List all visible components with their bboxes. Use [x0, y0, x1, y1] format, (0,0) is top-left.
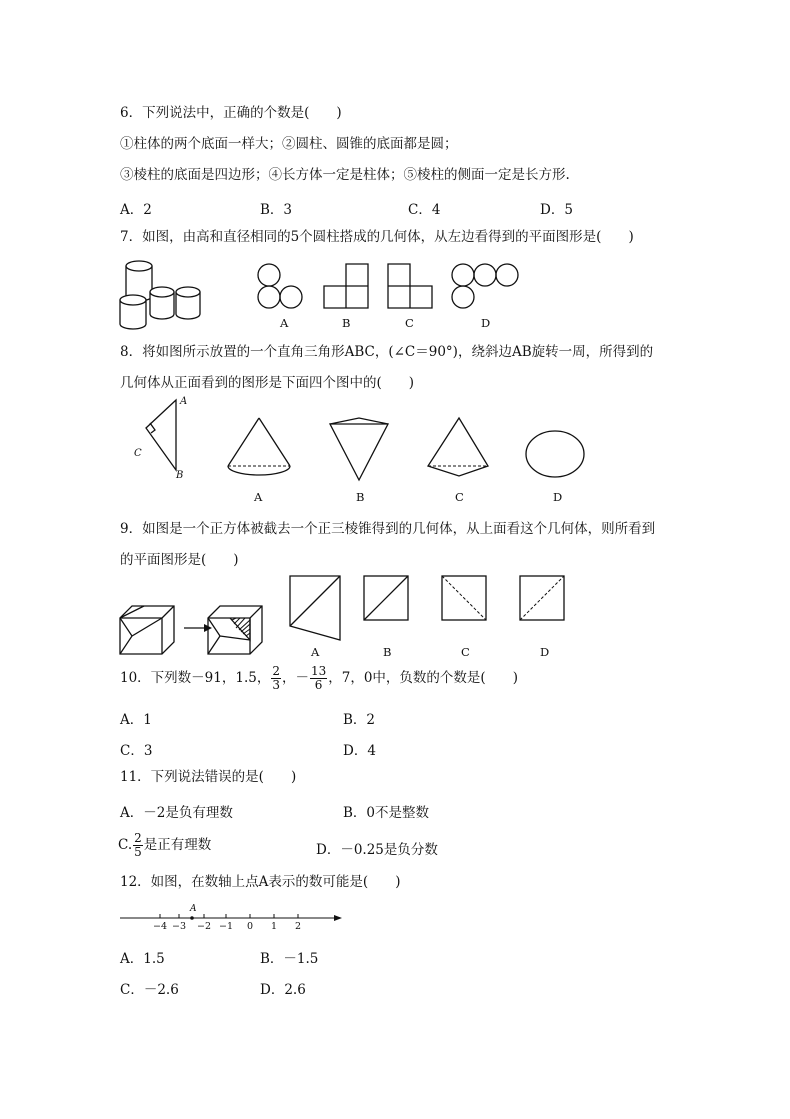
- q12-point-label: A: [190, 904, 197, 914]
- q6-line2: ③棱柱的底面是四边形；④长方体一定是柱体；⑤棱柱的侧面一定是长方形.: [120, 167, 570, 183]
- q9-label-b: B: [383, 645, 392, 659]
- q10-option-d: D．4: [343, 743, 376, 759]
- q7-label-b: B: [342, 316, 351, 330]
- q7-option-b-figure: [322, 262, 372, 310]
- q9-option-c-figure: [440, 574, 488, 622]
- q8-tri-label-c: C: [134, 448, 142, 459]
- q9-option-d-figure: [518, 574, 566, 622]
- q8-stem-line1: 8．将如图所示放置的一个直角三角形ABC，(∠C＝90°)，绕斜边AB旋转一周，所得到的: [120, 344, 654, 360]
- q7-cylinders-figure: [118, 258, 208, 330]
- q6-option-b: B．3: [260, 202, 293, 218]
- q10-option-a: A．1: [120, 712, 152, 728]
- q9-cube-figure: [118, 604, 178, 656]
- q12-tick-0: 0: [247, 921, 254, 932]
- q8-option-c-figure: [424, 416, 494, 482]
- q9-stem-line1: 9．如图是一个正方体被截去一个正三棱锥得到的几何体，从上面看这个几何体，则所看到: [120, 521, 656, 537]
- q9-option-a-figure: [288, 574, 344, 644]
- q12-option-a: A．1.5: [120, 951, 165, 967]
- q9-option-b-figure: [362, 574, 410, 622]
- q10-stem: [120, 661, 518, 695]
- q12-tick-neg4: −4: [153, 921, 168, 932]
- q10-stem-part2: ，－: [281, 670, 309, 686]
- q10-option-b: B．2: [343, 712, 376, 728]
- q6-option-a: A．2: [120, 202, 152, 218]
- q11-option-a: A．－2是负有理数: [120, 805, 233, 821]
- q8-option-a-figure: [226, 416, 292, 482]
- q9-label-a: A: [311, 645, 320, 659]
- q6-option-c: C．4: [408, 202, 441, 218]
- q7-stem: 7．如图，由高和直径相同的5个圆柱搭成的几何体，从左边看得到的平面图形是( ): [120, 229, 634, 245]
- q9-label-d: D: [540, 645, 550, 659]
- q11-option-c: C. $\frac{2}{5}$ 是正有理数: [118, 831, 212, 859]
- q8-tri-label-b: B: [176, 470, 184, 481]
- q10-fraction-1: $\frac{2}{3}$: [272, 664, 280, 692]
- q9-label-c: C: [461, 645, 470, 659]
- q7-label-c: C: [405, 316, 414, 330]
- q12-tick-1: 1: [271, 921, 278, 932]
- q8-option-b-figure: [324, 416, 394, 484]
- q12-option-c: C．－2.6: [120, 982, 179, 998]
- q7-option-a-figure: [256, 262, 312, 312]
- q12-stem: 12．如图，在数轴上点A表示的数可能是( ): [120, 874, 401, 890]
- q7-option-d-figure: [450, 262, 524, 312]
- q8-stem-line2: 几何体从正面看到的图形是下面四个图中的( ): [120, 375, 415, 391]
- q12-option-b: B．－1.5: [260, 951, 319, 967]
- q12-tick-neg2: −2: [197, 921, 212, 932]
- q10-option-c: C．3: [120, 743, 153, 759]
- q12-point-a: [190, 916, 194, 920]
- q6-stem: 6．下列说法中，正确的个数是( ): [120, 105, 342, 121]
- q8-label-a: A: [254, 490, 263, 504]
- q11-fraction: $\frac{2}{5}$: [134, 831, 142, 859]
- q7-label-a: A: [280, 316, 289, 330]
- q11-option-d: D．－0.25是负分数: [316, 842, 438, 858]
- q12-option-d: D．2.6: [260, 982, 306, 998]
- q7-label-d: D: [481, 316, 491, 330]
- q10-stem-part1: 10．下列数－91，1.5，: [120, 670, 271, 686]
- q6-line1: ①柱体的两个底面一样大；②圆柱、圆锥的底面都是圆；: [120, 136, 458, 152]
- q8-label-b: B: [356, 490, 365, 504]
- q9-stem-line2: 的平面图形是( ): [120, 552, 239, 568]
- q6-option-d: D．5: [540, 202, 573, 218]
- q9-cut-cube-figure: [206, 604, 266, 656]
- q11-option-b: B．0不是整数: [343, 805, 430, 821]
- q10-stem-part3: ，7，0中，负数的个数是( ): [328, 670, 518, 686]
- q8-option-d-figure: [524, 428, 588, 480]
- q10-fraction-2: $\frac{13}{6}$: [310, 664, 327, 692]
- q11-stem: 11．下列说法错误的是( ): [120, 769, 297, 785]
- q12-number-line: [118, 902, 348, 938]
- q8-tri-label-a: A: [180, 396, 188, 407]
- q7-option-c-figure: [386, 262, 436, 310]
- q12-tick-neg3: −3: [172, 921, 187, 932]
- q12-tick-2: 2: [295, 921, 302, 932]
- q8-label-d: D: [553, 490, 563, 504]
- q8-label-c: C: [455, 490, 464, 504]
- q12-tick-neg1: −1: [219, 921, 234, 932]
